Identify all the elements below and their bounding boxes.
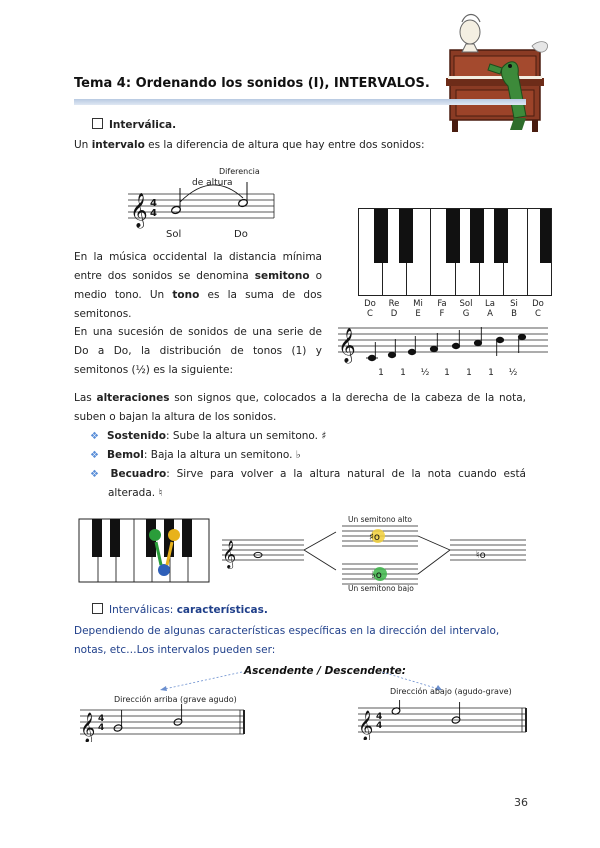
treble-clef-icon: 𝄞 [338,328,356,363]
treble-clef-icon: 𝄞 [222,540,237,568]
black-key [446,209,460,263]
descending-interval-staff [354,700,530,740]
svg-text:4: 4 [98,723,105,733]
svg-text:Diferencia: Diferencia [219,167,260,176]
svg-text:Un semitono alto: Un semitono alto [348,515,413,524]
svg-text:Un semitono bajo: Un semitono bajo [348,584,414,592]
black-key [470,209,484,263]
direction-down-label: Dirección abajo (agudo-grave) [390,687,512,696]
page-number: 36 [514,796,528,809]
treble-clef-icon: 𝄞 [80,713,96,742]
svg-text:½: ½ [508,368,518,378]
svg-text:de altura: de altura [192,178,233,188]
title-underline [74,99,526,105]
black-key [399,209,413,263]
section-interval-heading: Interválica. [92,116,176,135]
svg-text:1: 1 [444,368,450,378]
svg-text:Sol: Sol [166,229,182,240]
svg-text:Do: Do [234,229,248,240]
characteristics-paragraph-line2: notas, etc…Los intervalos pueden ser: [74,644,276,656]
diamond-bullet-icon: ❖ [90,469,103,480]
black-key [540,209,551,263]
interval-staff-figure [122,160,282,242]
diamond-bullet-icon: ❖ [90,450,99,461]
characteristics-paragraph-line1: Dependiendo de algunas características específicas en la dirección del intervalo, [74,625,500,637]
black-key [494,209,508,263]
alterations-paragraph: Las alteraciones son signos que, colocados a la derecha de la cabeza de la nota, suben o bajan la altura de los sonidos. [74,392,526,423]
svg-text:1: 1 [378,368,384,378]
svg-text:4: 4 [150,198,157,209]
distribution-paragraph: En una sucesión de sonidos de una serie de Do a Do, la distribución de tonos (1) y semitonos (½) es la siguiente: [74,326,322,376]
page-title: Tema 4: Ordenando los sonidos (I), INTERVALOS. [74,76,430,91]
svg-text:♭o: ♭o [371,570,382,581]
svg-text:1: 1 [400,368,406,378]
svg-text:4: 4 [376,721,383,731]
svg-text:4: 4 [98,714,105,724]
bullet-sharp: ❖ Sostenido: Sube la altura un semitono. ♯ [90,430,327,442]
svg-text:1: 1 [466,368,472,378]
bullet-natural: ❖ Becuadro: Sirve para volver a la altura natural de la nota cuando está alterada. ♮ [90,468,526,499]
diamond-bullet-icon: ❖ [90,431,99,442]
c-major-scale-staff [336,322,552,380]
bullet-flat: ❖ Bemol: Baja la altura un semitono. ♭ [90,449,301,461]
piano-keyboard [358,208,552,296]
section-characteristics-heading: Interválicas: características. [92,601,268,620]
semitone-keyboard-figure [78,518,210,584]
svg-text:4: 4 [150,208,157,219]
treble-clef-icon: 𝄞 [358,711,374,740]
interval-definition: Un intervalo es la diferencia de altura que hay entre dos sonidos: [74,139,425,151]
svg-text:♮o: ♮o [476,550,486,561]
treble-clef-icon: 𝄞 [130,193,148,228]
key-labels: Do C Re D Mi E Fa F Sol G La A Si B Do C [364,299,544,319]
checkbox-icon [92,118,103,129]
black-key [374,209,388,263]
svg-text:♯o: ♯o [369,532,380,543]
svg-text:½: ½ [420,368,430,378]
semitone-up-down-figure [218,512,530,592]
svg-text:1: 1 [488,368,494,378]
semitone-paragraph: En la música occidental la distancia mínima entre dos sonidos se denomina semitono o medio tono. Un tono es la suma de dos semitonos. [74,251,323,320]
crocodile-piano-illustration [440,8,560,134]
asc-desc-title: Ascendente / Descendente: [244,665,406,677]
checkbox-icon [92,603,103,614]
ascending-interval-staff [76,702,248,742]
direction-up-label: Dirección arriba (grave agudo) [114,695,237,704]
svg-text:4: 4 [376,712,383,722]
